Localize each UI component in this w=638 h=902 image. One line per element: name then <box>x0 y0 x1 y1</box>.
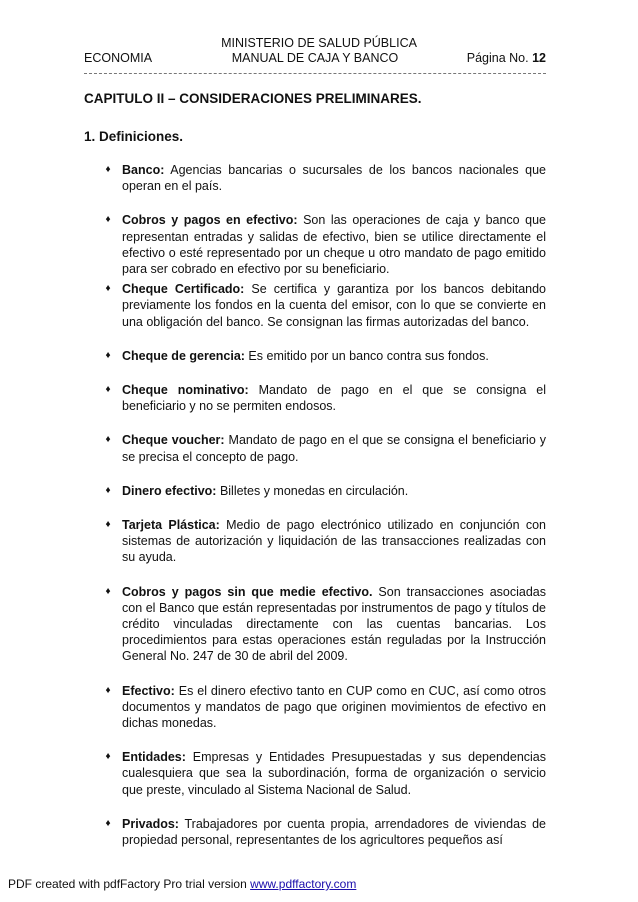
section-title: 1. Definiciones. <box>84 129 184 144</box>
definition-item <box>102 382 546 414</box>
diamond-bullet-icon: ♦ <box>105 585 111 597</box>
definition-term: Cheque voucher: <box>122 433 225 448</box>
definition-item <box>102 212 546 277</box>
definition-text: Son transacciones asociadas con el Banco que están representadas por instrumentos de pago y títulos de crédito vinculadas directamente con las cuentas bancarias. Los procedimientos para estas operaciones están reguladas por la Instrucción General No. 247 de 30 de abril del 2009. <box>122 584 546 664</box>
definition-text: Se certifica y garantiza por los bancos debitando previamente los fondos en la cuenta del emisor, con lo que se convierte en una obligación del banco. Se consignan las firmas autorizadas del banco. <box>122 282 547 329</box>
definition-text: Empresas y Entidades Presupuestadas y sus dependencias cualesquiera que sea la subordinación, forma de organización o servicio que preste, vinculado al Sistema Nacional de Salud. <box>122 750 546 797</box>
definition-item <box>102 517 546 566</box>
header-department: ECONOMIA <box>84 51 153 65</box>
definition-text: Agencias bancarias o sucursales de los bancos nacionales que operan en el país. <box>122 163 546 194</box>
definition-item <box>102 483 546 499</box>
definition-text: Son las operaciones de caja y banco que representan entradas y salidas de efectivo, bien se utilice directamente el efectivo o esté representado por un cheque u otro mandato de pago emitido para ser cobrado en efectivo por su beneficiario. <box>122 213 546 277</box>
diamond-bullet-icon: ♦ <box>105 684 111 696</box>
definition-item <box>102 162 546 194</box>
definition-term: Cobros y pagos en efectivo: <box>122 213 298 228</box>
definition-item <box>102 584 546 665</box>
definition-item <box>102 281 546 330</box>
diamond-bullet-icon: ♦ <box>105 384 111 396</box>
header-ministry: MINISTERIO DE SALUD PÚBLICA <box>221 36 417 50</box>
definition-text: Medio de pago electrónico utilizado en conjunción con sistemas de autorización y liquidación de las transacciones realizadas con su ayuda. <box>122 518 546 565</box>
definition-term: Tarjeta Plástica: <box>122 518 220 533</box>
pdf-footer <box>8 877 356 891</box>
diamond-bullet-icon: ♦ <box>105 817 111 829</box>
definitions-list <box>102 162 546 866</box>
page-header <box>84 50 546 66</box>
definition-item <box>102 816 546 848</box>
definition-text: Mandato de pago en el que se consigna el beneficiario y no se permiten endosos. <box>122 383 546 414</box>
definition-item <box>102 683 546 732</box>
definition-text: Es el dinero efectivo tanto en CUP como en CUC, así como otros documentos y mandatos de pago que originen movimientos de efectivo en dichas monedas. <box>122 683 546 731</box>
footer-text: PDF created with pdfFactory Pro trial version <box>8 877 251 891</box>
diamond-bullet-icon: ♦ <box>105 434 111 446</box>
definition-text: Es emitido por un banco contra sus fondos. <box>244 348 489 363</box>
pdffactory-link[interactable]: www.pdffactory.com <box>250 877 357 891</box>
definition-text: Mandato de pago en el que se consigna el beneficiario y se precisa el concepto de pago. <box>122 433 546 464</box>
definition-term: Dinero efectivo: <box>122 483 217 498</box>
definition-term: Entidades: <box>122 750 186 765</box>
definition-term: Cheque de gerencia: <box>122 348 245 363</box>
definition-item <box>102 432 546 464</box>
definition-term: Cheque nominativo: <box>122 383 249 398</box>
header-divider <box>84 73 546 74</box>
page-label: Página No. <box>466 51 529 65</box>
definition-term: Cobros y pagos sin que medie efectivo. <box>122 584 373 599</box>
definition-text: Billetes y monedas en circulación. <box>216 483 409 498</box>
definition-text: Trabajadores por cuenta propia, arrendadores de viviendas de propiedad personal, representantes de los agricultores pequeños así <box>122 816 546 848</box>
definition-term: Banco: <box>122 163 165 177</box>
definition-item <box>102 348 546 364</box>
diamond-bullet-icon: ♦ <box>105 751 111 763</box>
diamond-bullet-icon: ♦ <box>105 164 111 175</box>
diamond-bullet-icon: ♦ <box>105 484 111 496</box>
diamond-bullet-icon: ♦ <box>105 519 111 531</box>
definition-item <box>102 749 546 798</box>
header-manual-title: MANUAL DE CAJA Y BANCO <box>231 51 399 65</box>
diamond-bullet-icon: ♦ <box>105 214 111 226</box>
definition-term: Efectivo: <box>122 683 175 698</box>
page-number: 12 <box>532 51 546 65</box>
header-page-number <box>467 50 546 66</box>
definition-term: Privados: <box>122 816 179 831</box>
diamond-bullet-icon: ♦ <box>105 349 111 361</box>
diamond-bullet-icon: ♦ <box>105 283 111 295</box>
definition-term: Cheque Certificado: <box>122 282 245 297</box>
chapter-title: CAPITULO II – CONSIDERACIONES PRELIMINARES. <box>84 91 422 106</box>
